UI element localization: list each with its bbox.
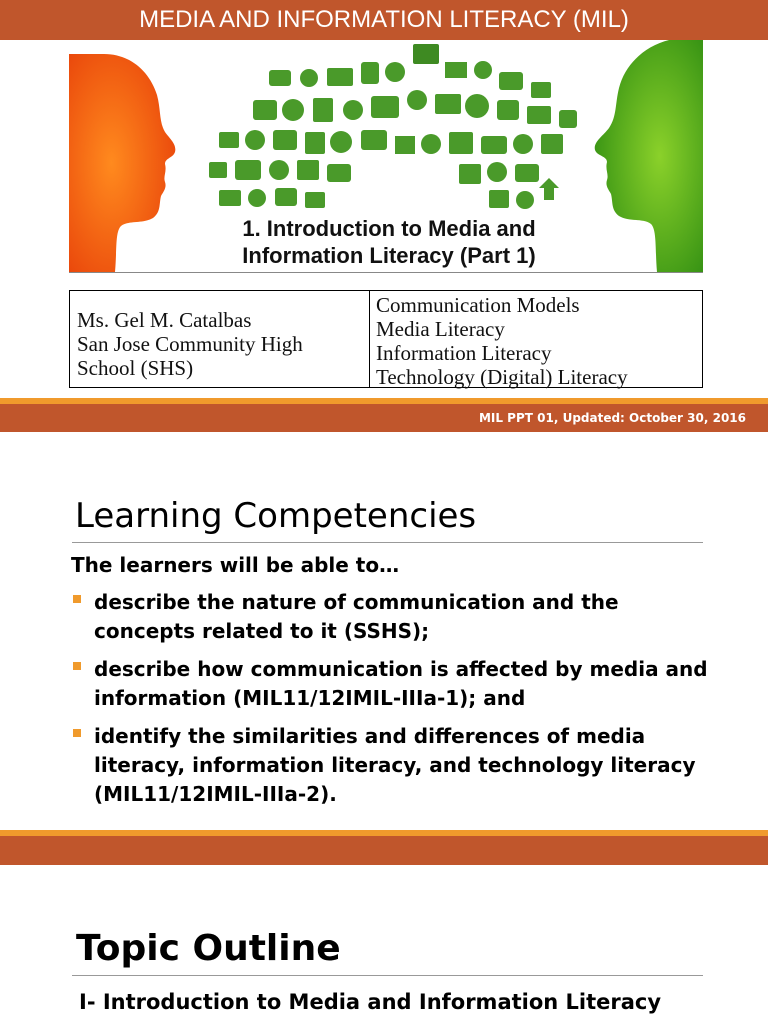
media-icons-cloud bbox=[209, 44, 577, 209]
slide-footer bbox=[0, 404, 768, 432]
bullet-line: (MIL11/12IMIL-IIIa-2). bbox=[94, 782, 337, 806]
learning-competencies-heading: Learning Competencies bbox=[75, 496, 477, 536]
banner-title: MEDIA AND INFORMATION LITERACY (MIL) bbox=[139, 6, 629, 33]
author-cell bbox=[70, 291, 370, 387]
slide-banner bbox=[0, 0, 768, 40]
title-line-1: 1. Introduction to Media and bbox=[242, 216, 536, 241]
hero-illustration bbox=[69, 40, 703, 272]
competency-list bbox=[73, 588, 713, 818]
bullet-line: information (MIL11/12IMIL-IIIa-1); and bbox=[94, 686, 526, 710]
topic-item: Media Literacy bbox=[376, 317, 505, 341]
bullet-line: literacy, information literacy, and technology literacy bbox=[94, 753, 696, 777]
section-divider-bar bbox=[0, 836, 768, 865]
presentation-title bbox=[189, 215, 589, 269]
square-bullet-icon bbox=[73, 662, 81, 670]
bullet-line: identify the similarities and differences of media bbox=[94, 724, 646, 748]
list-item bbox=[73, 655, 713, 713]
heading-underline bbox=[72, 542, 703, 543]
topic-item: Information Literacy bbox=[376, 341, 552, 365]
hero-divider bbox=[69, 272, 703, 273]
topic-outline-heading: Topic Outline bbox=[76, 928, 341, 969]
square-bullet-icon bbox=[73, 595, 81, 603]
list-item bbox=[73, 588, 713, 646]
square-bullet-icon bbox=[73, 729, 81, 737]
title-line-2: Information Literacy (Part 1) bbox=[242, 243, 536, 268]
topics-cell bbox=[370, 291, 702, 387]
footer-text: MIL PPT 01, Updated: October 30, 2016 bbox=[478, 411, 746, 425]
outline-underline bbox=[72, 975, 703, 976]
bullet-line: describe the nature of communication and the bbox=[94, 590, 619, 614]
right-face-silhouette bbox=[595, 40, 703, 272]
school-line-2: School (SHS) bbox=[77, 356, 194, 380]
intro-text: The learners will be able to… bbox=[71, 553, 400, 577]
author-topics-table bbox=[69, 290, 703, 388]
bullet-line: concepts related to it (SSHS); bbox=[94, 619, 430, 643]
bullet-line: describe how communication is affected by media and bbox=[94, 657, 708, 681]
list-item bbox=[73, 722, 713, 809]
first-topic: I- Introduction to Media and Information Literacy bbox=[79, 990, 662, 1014]
topic-item: Communication Models bbox=[376, 293, 580, 317]
left-face-silhouette bbox=[69, 54, 175, 272]
author-name: Ms. Gel M. Catalbas bbox=[77, 308, 252, 332]
school-line-1: San Jose Community High bbox=[77, 332, 303, 356]
topic-item: Technology (Digital) Literacy bbox=[376, 365, 628, 389]
